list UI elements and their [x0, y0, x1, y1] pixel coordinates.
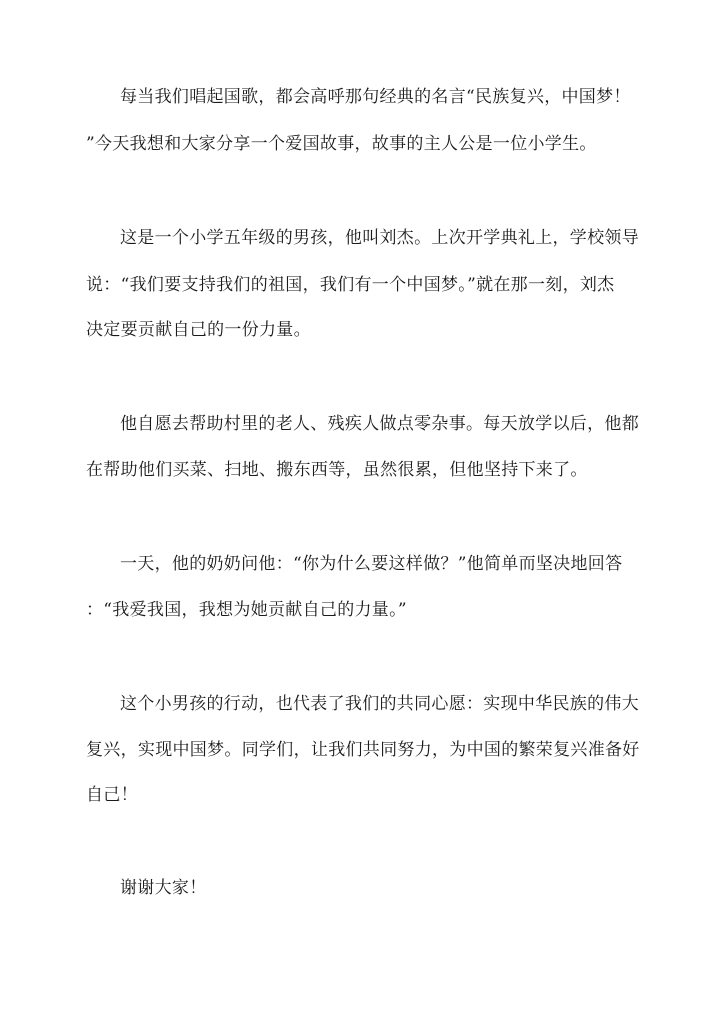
paragraph-4-line-1: 一天，他的奶奶问他：“你为什么要这样做？”他简单而坚决地回答: [120, 554, 623, 574]
paragraph-5-line-1: 这个小男孩的行动，也代表了我们的共同心愿：实现中华民族的伟大: [120, 694, 639, 714]
paragraph-3-line-1: 他自愿去帮助村里的老人、残疾人做点零杂事。每天放学以后，他都: [120, 414, 639, 434]
paragraph-4-line-2: ：“我爱我国，我想为她贡献自己的力量。”: [86, 600, 407, 620]
paragraph-2-line-3: 决定要贡献自己的一份力量。: [86, 320, 311, 340]
paragraph-1-line-2: ”今天我想和大家分享一个爱国故事，故事的主人公是一位小学生。: [86, 134, 597, 154]
paragraph-2-line-2: 说：“我们要支持我们的祖国，我们有一个中国梦。”就在那一刻，刘杰: [86, 275, 615, 295]
paragraph-3-line-2: 在帮助他们买菜、扫地、搬东西等，虽然很累，但他坚持下来了。: [86, 460, 588, 480]
paragraph-2-line-1: 这是一个小学五年级的男孩，他叫刘杰。上次开学典礼上，学校领导: [120, 228, 639, 248]
paragraph-5-line-2: 复兴，实现中国梦。同学们，让我们共同努力，为中国的繁荣复兴准备好: [86, 740, 640, 760]
paragraph-1-line-1: 每当我们唱起国歌，都会高呼那句经典的名言“民族复兴，中国梦！: [120, 87, 631, 107]
paragraph-6-line-1: 谢谢大家！: [120, 878, 207, 898]
paragraph-5-line-3: 自己！: [86, 785, 138, 805]
